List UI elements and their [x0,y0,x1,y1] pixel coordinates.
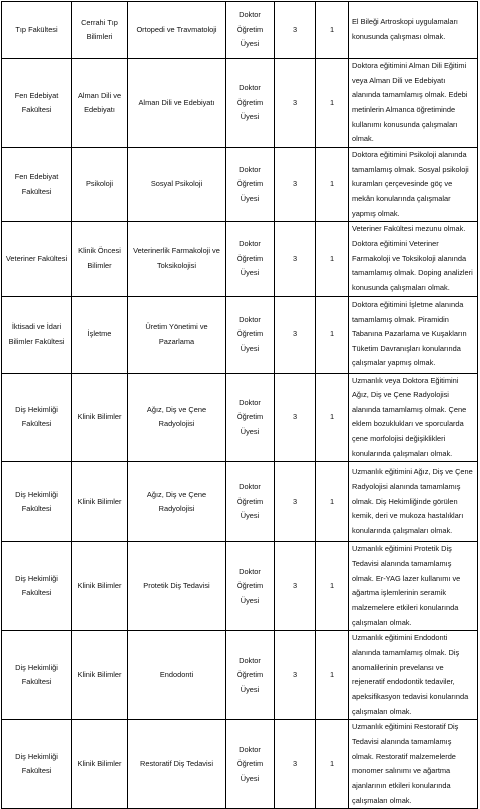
department-cell: Alman Dili ve Edebiyatı [72,59,128,148]
program-cell: Ağız, Diş ve Çene Radyolojisi [128,462,226,542]
count-cell: 1 [316,296,349,373]
department-cell: Cerrahi Tıp Bilimleri [72,2,128,59]
requirement-cell: Uzmanlık eğitimini Restoratif Diş Tedavisi alanında tamamlamış olmak. Restoratif malzemelerde monomer salınımı ve ağartma ajanlarının etkileri konularında çalışmaları olmak. [349,720,478,809]
program-cell: Sosyal Psikoloji [128,147,226,221]
table-row [2,373,478,462]
faculty-cell: Diş Hekimliği Fakültesi [2,720,72,809]
requirement-cell: El Bileği Artroskopi uygulamaları konusunda çalışması olmak. [349,2,478,59]
department-cell: Klinik Bilimler [72,462,128,542]
program-cell: Ağız, Diş ve Çene Radyolojisi [128,373,226,462]
faculty-cell: Fen Edebiyat Fakültesi [2,59,72,148]
program-cell: Üretim Yönetimi ve Pazarlama [128,296,226,373]
requirement-cell: Uzmanlık eğitimini Protetik Diş Tedavisi alanında tamamlamış olmak. Er-YAG lazer kullanımı ve ağartma işlemlerinin seramik malzemelere etkileri konularında çalışmaları olmak. [349,542,478,631]
table-row [2,296,478,373]
degree-cell: 3 [275,2,316,59]
title-cell: Doktor Öğretim Üyesi [226,631,275,720]
degree-cell: 3 [275,631,316,720]
positions-table [1,1,478,809]
title-cell: Doktor Öğretim Üyesi [226,222,275,296]
department-cell: İşletme [72,296,128,373]
requirement-cell: Veteriner Fakültesi mezunu olmak. Doktora eğitimini Veteriner Farmakoloji ve Toksikoloji alanında tamamlamış olmak. Doping analizleri konusunda çalışmaları olmak. [349,222,478,296]
department-cell: Klinik Bilimler [72,720,128,809]
department-cell: Klinik Öncesi Bilimler [72,222,128,296]
title-cell: Doktor Öğretim Üyesi [226,720,275,809]
table-row [2,222,478,296]
faculty-cell: Diş Hekimliği Fakültesi [2,542,72,631]
table-row [2,542,478,631]
count-cell: 1 [316,59,349,148]
faculty-cell: Diş Hekimliği Fakültesi [2,631,72,720]
department-cell: Klinik Bilimler [72,631,128,720]
faculty-cell: Veteriner Fakültesi [2,222,72,296]
program-cell: Ortopedi ve Travmatoloji [128,2,226,59]
title-cell: Doktor Öğretim Üyesi [226,373,275,462]
department-cell: Klinik Bilimler [72,542,128,631]
degree-cell: 3 [275,147,316,221]
table-row [2,147,478,221]
faculty-cell: İktisadi ve İdari Bilimler Fakültesi [2,296,72,373]
program-cell: Restoratif Diş Tedavisi [128,720,226,809]
faculty-cell: Tıp Fakültesi [2,2,72,59]
degree-cell: 3 [275,222,316,296]
table-row [2,631,478,720]
title-cell: Doktor Öğretim Üyesi [226,462,275,542]
faculty-cell: Fen Edebiyat Fakültesi [2,147,72,221]
program-cell: Endodonti [128,631,226,720]
title-cell: Doktor Öğretim Üyesi [226,59,275,148]
degree-cell: 3 [275,462,316,542]
count-cell: 1 [316,2,349,59]
requirement-cell: Uzmanlık eğitimini Ağız, Diş ve Çene Radyolojisi alanında tamamlamış olmak. Diş Hekimliğinde görülen kemik, deri ve mukoza hastalıkları konularında çalışmaları olmak. [349,462,478,542]
count-cell: 1 [316,147,349,221]
requirement-cell: Doktora eğitimini Alman Dili Eğitimi veya Alman Dili ve Edebiyatı alanında tamamlamış olmak. Edebi metinlerin Almanca öğretiminde kullanımı konusunda çalışmaları olmak. [349,59,478,148]
count-cell: 1 [316,542,349,631]
requirement-cell: Doktora eğitimini Psikoloji alanında tamamlamış olmak. Sosyal psikoloji kuramları çerçevesinde göç ve mekân konularında çalışmalar yapmış olmak. [349,147,478,221]
count-cell: 1 [316,373,349,462]
faculty-cell: Diş Hekimliği Fakültesi [2,462,72,542]
requirement-cell: Doktora eğitimini İşletme alanında tamamlamış olmak. Piramidin Tabanına Pazarlama ve Kuşakların Tüketim Davranışları konularında çalışmalar yapmış olmak. [349,296,478,373]
count-cell: 1 [316,631,349,720]
title-cell: Doktor Öğretim Üyesi [226,2,275,59]
degree-cell: 3 [275,373,316,462]
title-cell: Doktor Öğretim Üyesi [226,542,275,631]
degree-cell: 3 [275,720,316,809]
requirement-cell: Uzmanlık eğitimini Endodonti alanında tamamlamış olmak. Diş anomalilerinin prevelansı ve rejeneratif endodontik tedaviler, apeksifikasyon tedavisi konularında çalışmaları olmak. [349,631,478,720]
degree-cell: 3 [275,59,316,148]
program-cell: Alman Dili ve Edebiyatı [128,59,226,148]
department-cell: Psikoloji [72,147,128,221]
count-cell: 1 [316,222,349,296]
program-cell: Protetik Diş Tedavisi [128,542,226,631]
program-cell: Veterinerlik Farmakoloji ve Toksikolojisi [128,222,226,296]
table-row [2,59,478,148]
faculty-cell: Diş Hekimliği Fakültesi [2,373,72,462]
count-cell: 1 [316,462,349,542]
degree-cell: 3 [275,296,316,373]
title-cell: Doktor Öğretim Üyesi [226,296,275,373]
requirement-cell: Uzmanlık veya Doktora Eğitimini Ağız, Diş ve Çene Radyolojisi alanında tamamlamış olmak. Çene eklem bozuklukları ve sporcularda çene morfolojisi değişiklikleri konularında çalışmaları olmak. [349,373,478,462]
count-cell: 1 [316,720,349,809]
table-row [2,2,478,59]
title-cell: Doktor Öğretim Üyesi [226,147,275,221]
table-row [2,720,478,809]
degree-cell: 3 [275,542,316,631]
department-cell: Klinik Bilimler [72,373,128,462]
table-row [2,462,478,542]
